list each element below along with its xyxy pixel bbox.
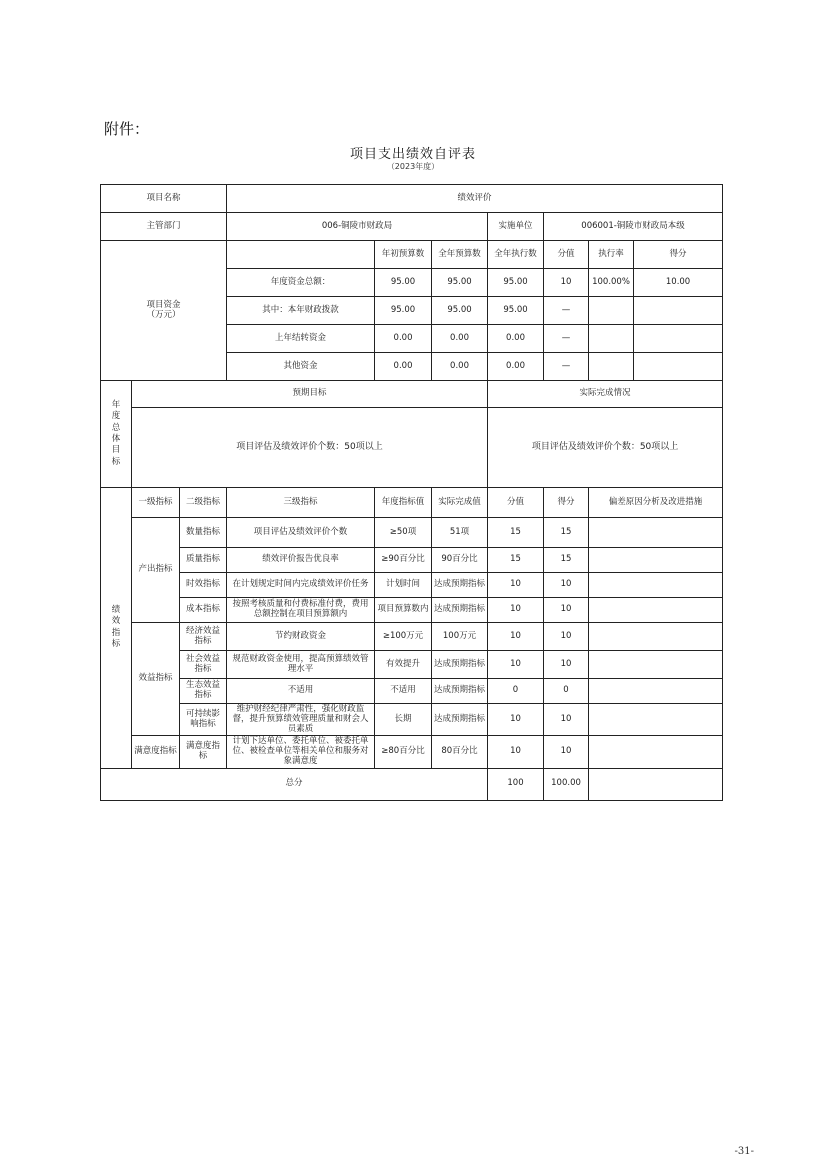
indicator-score-value: 10 xyxy=(488,651,544,679)
funds-row-annual: 95.00 xyxy=(432,297,488,325)
indicator-score: 10 xyxy=(544,651,589,679)
indicator-row xyxy=(101,623,723,651)
funds-row-initial: 0.00 xyxy=(375,353,432,381)
total-label: 总分 xyxy=(101,768,488,800)
indicator-level2: 成本指标 xyxy=(180,598,227,623)
header-level3: 三级指标 xyxy=(227,488,375,518)
funds-row-initial: 95.00 xyxy=(375,269,432,297)
attachment-label: 附件： xyxy=(104,120,150,138)
indicator-level3: 节约财政资金 xyxy=(227,623,375,651)
total-blank xyxy=(589,768,723,800)
page-title: 项目支出绩效自评表 xyxy=(349,147,476,162)
funds-header-annual: 全年预算数 xyxy=(432,241,488,269)
funds-row-executed: 0.00 xyxy=(488,353,544,381)
header-score-value: 分值 xyxy=(488,488,544,518)
indicator-deviation xyxy=(589,623,723,651)
row-indicators-header xyxy=(101,488,723,518)
indicator-level3: 在计划规定时间内完成绩效评价任务 xyxy=(227,573,375,598)
indicator-row xyxy=(101,736,723,768)
indicator-level2: 质量指标 xyxy=(180,548,227,573)
indicator-deviation xyxy=(589,679,723,704)
funds-row-rate xyxy=(589,297,634,325)
goals-label: 年度总体目标 xyxy=(101,381,132,488)
indicator-level2: 生态效益指标 xyxy=(180,679,227,704)
goals-actual: 项目评估及绩效评价个数：50项以上 xyxy=(488,408,723,488)
indicator-actual: 达成预期指标 xyxy=(432,704,488,736)
goals-actual-label: 实际完成情况 xyxy=(488,381,723,408)
funds-row-score-value: — xyxy=(544,297,589,325)
indicator-level2: 满意度指标 xyxy=(180,736,227,768)
row-funds-header xyxy=(101,241,723,269)
page-number: -31- xyxy=(734,1146,754,1157)
indicator-actual: 达成预期指标 xyxy=(432,679,488,704)
indicator-deviation xyxy=(589,704,723,736)
indicator-score: 10 xyxy=(544,736,589,768)
funds-row-executed: 95.00 xyxy=(488,269,544,297)
indicator-target: ≥90百分比 xyxy=(375,548,432,573)
funds-row-score-value: — xyxy=(544,325,589,353)
funds-row-score xyxy=(634,353,723,381)
indicator-score-value: 10 xyxy=(488,573,544,598)
funds-row-label: 上年结转资金 xyxy=(227,325,375,353)
indicator-actual: 达成预期指标 xyxy=(432,573,488,598)
indicator-deviation xyxy=(589,651,723,679)
funds-header-score: 得分 xyxy=(634,241,723,269)
indicator-level3: 计划下达单位、委托单位、被委托单位、被检查单位等相关单位和服务对象满意度 xyxy=(227,736,375,768)
funds-header-executed: 全年执行数 xyxy=(488,241,544,269)
goals-expected: 项目评估及绩效评价个数：50项以上 xyxy=(132,408,488,488)
funds-row-initial: 0.00 xyxy=(375,325,432,353)
indicator-level3: 维护财经纪律严肃性，强化财政监督，提升预算绩效管理质量和财会人员素质 xyxy=(227,704,375,736)
funds-row-executed: 95.00 xyxy=(488,297,544,325)
indicator-target: 长期 xyxy=(375,704,432,736)
indicator-deviation xyxy=(589,518,723,548)
row-goals-content xyxy=(101,408,723,488)
funds-row-label: 年度资金总额： xyxy=(227,269,375,297)
header-score: 得分 xyxy=(544,488,589,518)
funds-row-initial: 95.00 xyxy=(375,297,432,325)
indicator-actual: 51项 xyxy=(432,518,488,548)
funds-header-blank xyxy=(227,241,375,269)
funds-row-annual: 95.00 xyxy=(432,269,488,297)
indicator-level2: 可持续影响指标 xyxy=(180,704,227,736)
indicator-row xyxy=(101,548,723,573)
indicator-target: 有效提升 xyxy=(375,651,432,679)
year-subtitle: （2023年度） xyxy=(386,162,440,171)
project-name-value: 绩效评价 xyxy=(227,185,723,213)
funds-row-annual: 0.00 xyxy=(432,353,488,381)
header-target: 年度指标值 xyxy=(375,488,432,518)
indicator-target: 不适用 xyxy=(375,679,432,704)
header-level2: 二级指标 xyxy=(180,488,227,518)
funds-row-rate xyxy=(589,325,634,353)
indicator-row xyxy=(101,518,723,548)
funds-row-score-value: 10 xyxy=(544,269,589,297)
funds-row-executed: 0.00 xyxy=(488,325,544,353)
indicator-score-value: 10 xyxy=(488,704,544,736)
project-name-label: 项目名称 xyxy=(101,185,227,213)
indicator-score: 10 xyxy=(544,704,589,736)
indicator-score: 10 xyxy=(544,623,589,651)
row-total xyxy=(101,768,723,800)
total-score: 100.00 xyxy=(544,768,589,800)
header-actual: 实际完成值 xyxy=(432,488,488,518)
unit-value: 006001-铜陵市财政局本级 xyxy=(544,213,723,241)
performance-table xyxy=(100,184,723,801)
funds-row-score: 10.00 xyxy=(634,269,723,297)
funds-row-label: 其他资金 xyxy=(227,353,375,381)
total-score-value: 100 xyxy=(488,768,544,800)
indicator-target: ≥80百分比 xyxy=(375,736,432,768)
indicator-row xyxy=(101,651,723,679)
header-deviation: 偏差原因分析及改进措施 xyxy=(589,488,723,518)
indicator-score-value: 10 xyxy=(488,736,544,768)
funds-header-initial: 年初预算数 xyxy=(375,241,432,269)
indicator-row xyxy=(101,598,723,623)
funds-row-score-value: — xyxy=(544,353,589,381)
indicator-level2: 时效指标 xyxy=(180,573,227,598)
funds-row-annual: 0.00 xyxy=(432,325,488,353)
indicator-level3: 项目评估及绩效评价个数 xyxy=(227,518,375,548)
indicator-score-value: 15 xyxy=(488,518,544,548)
indicator-target: 计划时间 xyxy=(375,573,432,598)
indicator-target: ≥100万元 xyxy=(375,623,432,651)
indicator-row xyxy=(101,573,723,598)
indicator-level3: 规范财政资金使用，提高预算绩效管理水平 xyxy=(227,651,375,679)
indicator-score: 15 xyxy=(544,518,589,548)
goals-expected-label: 预期目标 xyxy=(132,381,488,408)
indicator-level3: 按照考核质量和付费标准付费，费用总额控制在项目预算额内 xyxy=(227,598,375,623)
indicator-actual: 80百分比 xyxy=(432,736,488,768)
indicators-label: 绩效指标 xyxy=(101,488,132,769)
indicator-actual: 达成预期指标 xyxy=(432,598,488,623)
funds-row-rate xyxy=(589,353,634,381)
funds-row-rate: 100.00% xyxy=(589,269,634,297)
funds-row-score xyxy=(634,297,723,325)
indicator-deviation xyxy=(589,598,723,623)
indicator-level3: 不适用 xyxy=(227,679,375,704)
indicator-deviation xyxy=(589,736,723,768)
indicator-score: 10 xyxy=(544,598,589,623)
indicator-score-value: 0 xyxy=(488,679,544,704)
dept-value: 006-铜陵市财政局 xyxy=(227,213,488,241)
indicator-deviation xyxy=(589,573,723,598)
indicator-score: 0 xyxy=(544,679,589,704)
header-level1: 一级指标 xyxy=(132,488,180,518)
unit-label: 实施单位 xyxy=(488,213,544,241)
indicator-score-value: 10 xyxy=(488,598,544,623)
indicator-level2: 经济效益指标 xyxy=(180,623,227,651)
indicator-score-value: 10 xyxy=(488,623,544,651)
indicator-target: 项目预算数内 xyxy=(375,598,432,623)
group-output: 产出指标 xyxy=(132,518,180,623)
dept-label: 主管部门 xyxy=(101,213,227,241)
indicator-level3: 绩效评价报告优良率 xyxy=(227,548,375,573)
indicator-actual: 100万元 xyxy=(432,623,488,651)
indicator-actual: 90百分比 xyxy=(432,548,488,573)
funds-row-label: 其中：本年财政拨款 xyxy=(227,297,375,325)
indicator-row xyxy=(101,704,723,736)
group-benefit: 效益指标 xyxy=(132,623,180,736)
row-project-name xyxy=(101,185,723,213)
indicator-level2: 社会效益指标 xyxy=(180,651,227,679)
funds-header-score-value: 分值 xyxy=(544,241,589,269)
indicator-score-value: 15 xyxy=(488,548,544,573)
indicator-level2: 数量指标 xyxy=(180,518,227,548)
funds-header-rate: 执行率 xyxy=(589,241,634,269)
row-goals-header xyxy=(101,381,723,408)
indicator-deviation xyxy=(589,548,723,573)
row-department xyxy=(101,213,723,241)
indicator-actual: 达成预期指标 xyxy=(432,651,488,679)
indicator-row xyxy=(101,679,723,704)
indicator-score: 15 xyxy=(544,548,589,573)
indicator-target: ≥50项 xyxy=(375,518,432,548)
group-satisfaction: 满意度指标 xyxy=(132,736,180,768)
funds-row-score xyxy=(634,325,723,353)
funds-label: 项目资金 （万元） xyxy=(101,241,227,381)
indicator-score: 10 xyxy=(544,573,589,598)
